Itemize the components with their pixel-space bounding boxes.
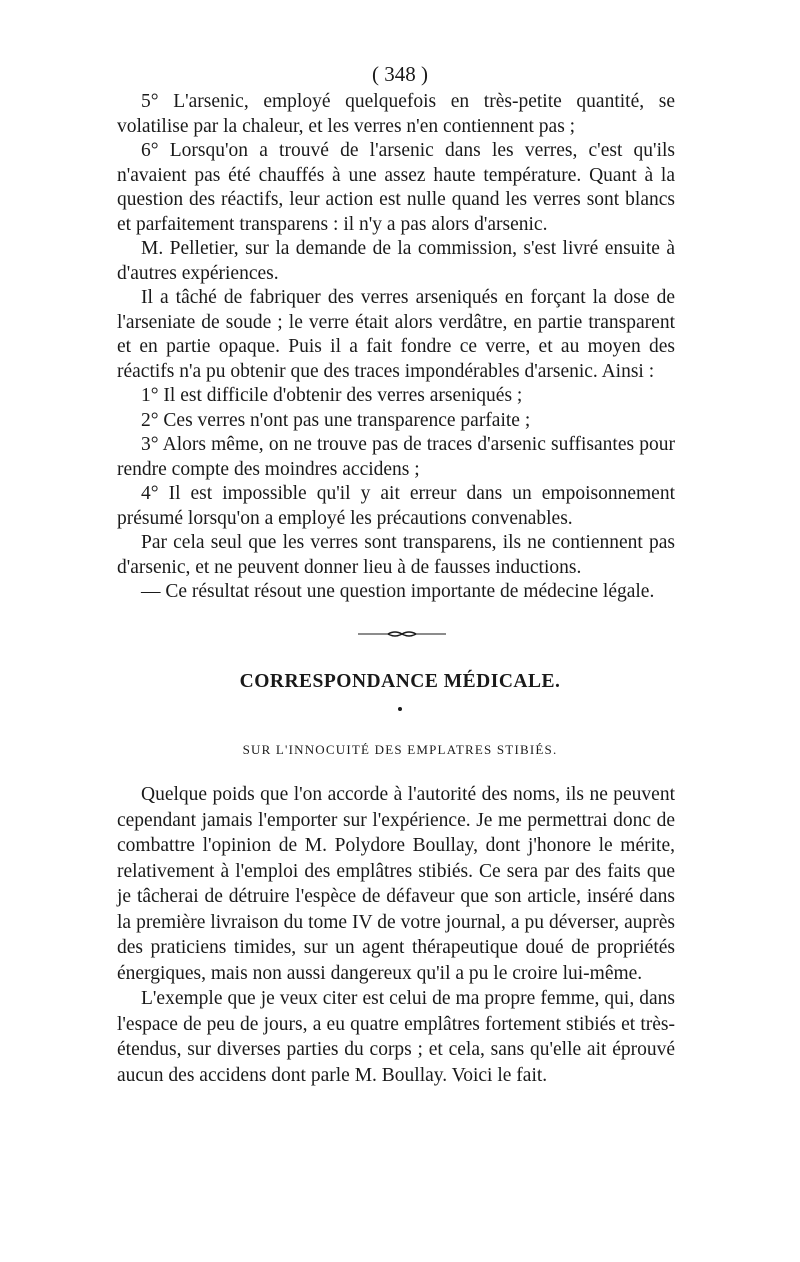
paragraph: — Ce résultat résout une question importante de médecine légale. bbox=[141, 581, 655, 602]
paragraph: Il a tâché de fabriquer des verres arseniqués en forçant la dose de l'arseniate de soude ; le verre était alors verdâtre, en partie transparent et en partie opaque. Puis il a fait fondre ce verre, et au moyen des réactifs n'a pu obtenir que des traces impondérables d'arsenic. Ainsi : bbox=[117, 287, 675, 382]
paragraph: 6° Lorsqu'on a trouvé de l'arsenic dans les verres, c'est qu'ils n'avaient pas été chauffés à une assez haute température. Quant à la question des réactifs, leur action est nulle quand les verres sont blancs et parfaitement transparens : il n'y a pas alors d'arsenic. bbox=[117, 140, 675, 235]
section-title: CORRESPONDANCE MÉDICALE. bbox=[239, 671, 561, 692]
paragraph: 4° Il est impossible qu'il y ait erreur dans un empoisonnement présumé lorsqu'on a employé les précautions convenables. bbox=[117, 483, 675, 529]
article-subtitle: SUR L'INNOCUITÉ DES EMPLATRES STIBIÉS. bbox=[242, 742, 558, 757]
paragraph: M. Pelletier, sur la demande de la commission, s'est livré ensuite à d'autres expériences. bbox=[117, 238, 675, 284]
paragraph: 5° L'arsenic, employé quelquefois en très-petite quantité, se volatilise par la chaleur, et les verres n'en contiennent pas ; bbox=[117, 91, 675, 137]
ornament-dot bbox=[398, 707, 402, 711]
paragraph: Par cela seul que les verres sont transparens, ils ne contiennent pas d'arsenic, et ne peuvent donner lieu à de fausses inductions. bbox=[117, 532, 675, 578]
paragraph: 3° Alors même, on ne trouve pas de traces d'arsenic suffisantes pour rendre compte des moindres accidens ; bbox=[117, 434, 675, 480]
text-block-bottom bbox=[117, 782, 675, 1088]
page-number: ( 348 ) bbox=[372, 62, 428, 86]
paragraph: 2° Ces verres n'ont pas une transparence parfaite ; bbox=[141, 409, 531, 431]
text-block-top bbox=[117, 90, 675, 605]
paragraph: 1° Il est difficile d'obtenir des verres arseniqués ; bbox=[141, 385, 523, 406]
paragraph: L'exemple que je veux citer est celui de ma propre femme, qui, dans l'espace de peu de jours, a eu quatre emplâtres fortement stibiés et très-étendus, sur diverses parties du corps ; et cela, sans qu'elle ait éprouvé aucun des accidens dont parle M. Boullay. Voici le fait. bbox=[117, 988, 675, 1086]
paragraph: Quelque poids que l'on accorde à l'autorité des noms, ils ne peuvent cependant jamais l'emporter sur l'expérience. Je me permettrai donc de combattre l'opinion de M. Polydore Boullay, dont j'honore le mérite, relativement à l'emploi des emplâtres stibiés. Ce sera par des faits que je tâcherai de détruire l'espèce de défaveur que son article, inséré dans la première livraison du tome IV de votre journal, a pu déverser, auprès des praticiens timides, sur un agent thérapeutique doué de propriétés énergiques, mais non aussi dangereux qu'il a pu le croire lui-même. bbox=[117, 784, 675, 984]
ornamental-divider bbox=[358, 630, 446, 638]
